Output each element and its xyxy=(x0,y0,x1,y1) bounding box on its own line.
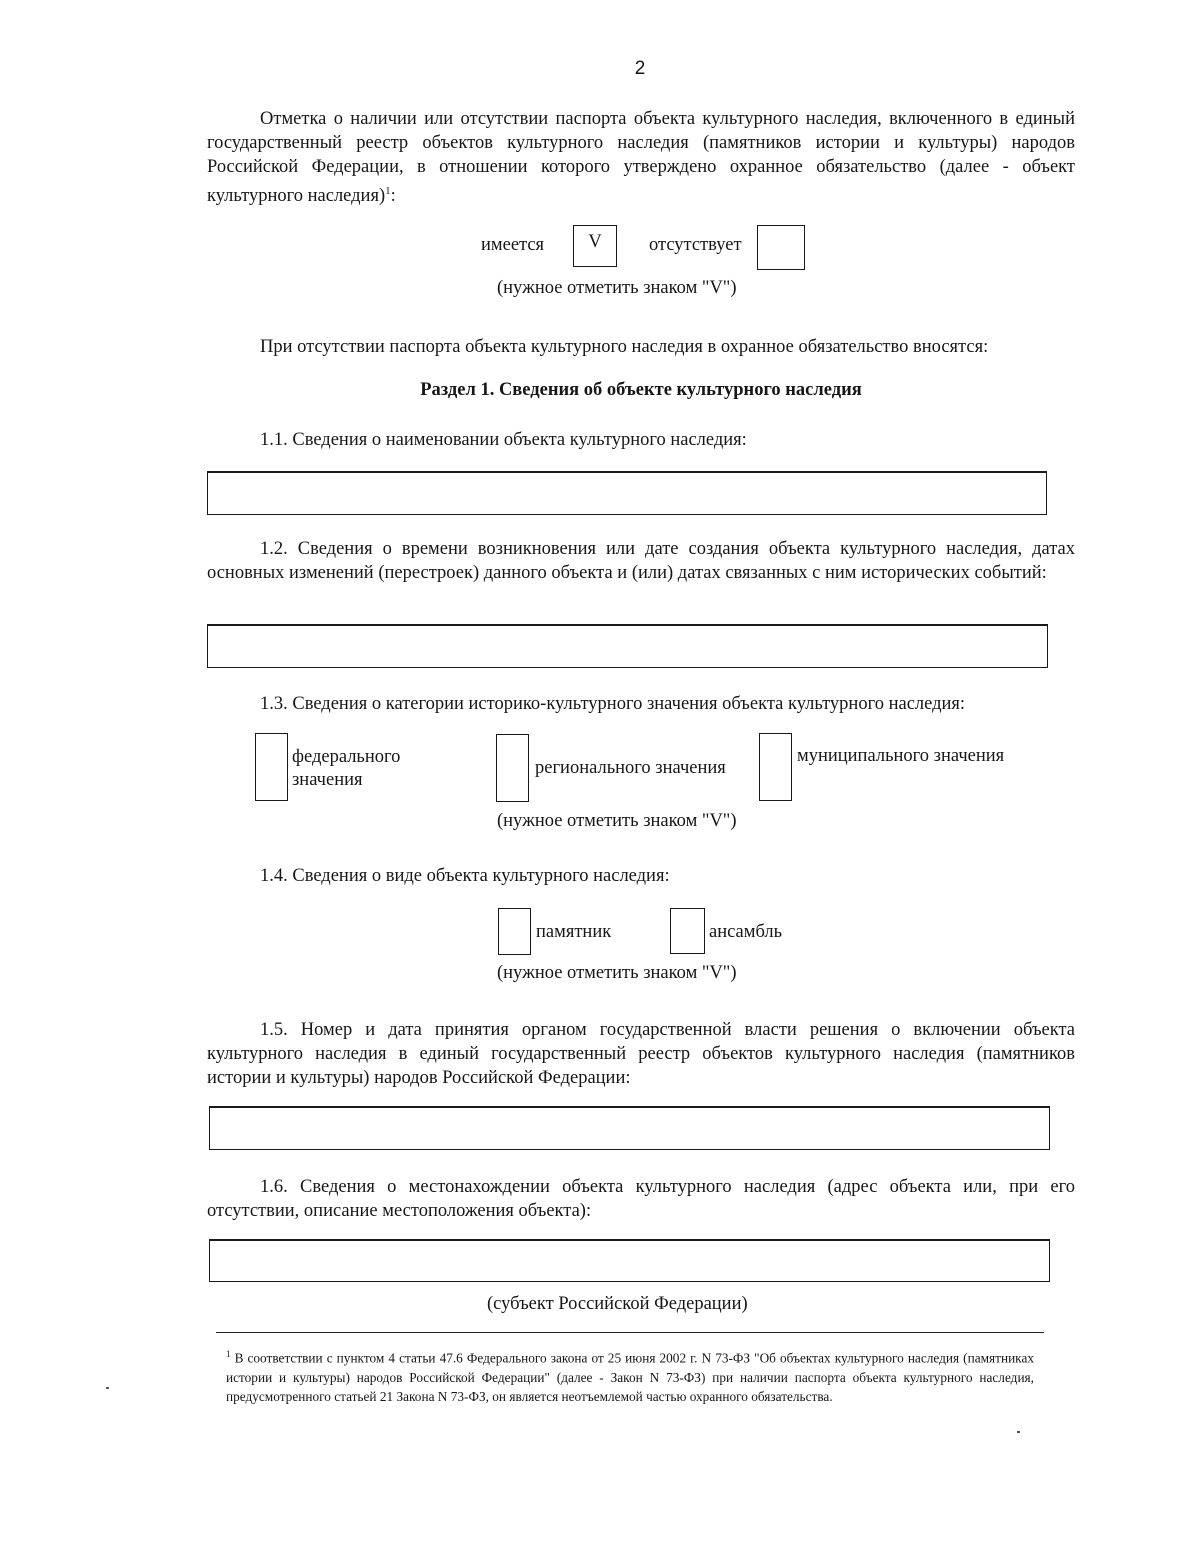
item-1-3-label: 1.3. Сведения о категории историко-культурного значения объекта культурного наследия: xyxy=(260,694,966,714)
item-1-6-field[interactable] xyxy=(209,1239,1050,1282)
footnote-text: В соответствии с пунктом 4 статьи 47.6 Федерального закона от 25 июня 2002 г. N 73-ФЗ "Об объектах культурного наследия (памятниках истории и культуры) народов Российской Федерации" (далее - Закон N 73-ФЗ) при наличии паспорта объекта культурного наследия, предусмотренного статьей 21 Закона N 73-ФЗ, он является неотъемлемой частью охранного обязательства. xyxy=(226,1350,1034,1405)
passport-text: Отметка о наличии или отсутствии паспорта объекта культурного наследия, включенного в единый государственный реестр объектов культурного наследия (памятников истории и культуры) народов Российской Федерации, в отношении которого утверждено охранное обязательство (далее - объект культурного наследия) xyxy=(207,109,1075,207)
option-no-label: отсутствует xyxy=(649,235,742,255)
category-regional-checkbox[interactable] xyxy=(496,734,529,802)
footnote-separator xyxy=(216,1332,1044,1333)
passport-paragraph xyxy=(207,107,1075,208)
item-1-1-field[interactable] xyxy=(207,471,1047,515)
absent-note: При отсутствии паспорта объекта культурного наследия в охранное обязательство вносятся: xyxy=(260,337,989,357)
item-1-1-label: 1.1. Сведения о наименовании объекта культурного наследия: xyxy=(260,430,747,450)
category-federal-checkbox[interactable] xyxy=(255,733,288,801)
footnote-number: 1 xyxy=(226,1349,231,1359)
kind-ensemble-checkbox[interactable] xyxy=(670,908,705,954)
footnote xyxy=(226,1345,1034,1407)
scan-speck xyxy=(106,1387,109,1389)
page-number: 2 xyxy=(634,58,646,79)
option-yes-mark: V xyxy=(588,232,602,252)
item-1-2-field[interactable] xyxy=(207,624,1048,668)
category-regional-label: регионального значения xyxy=(535,758,726,778)
option-yes-label: имеется xyxy=(481,235,545,255)
item-1-5-field[interactable] xyxy=(209,1106,1050,1150)
section-title: Раздел 1. Сведения об объекте культурного наследия xyxy=(420,380,862,400)
category-municipal-checkbox[interactable] xyxy=(759,733,792,801)
passport-hint: (нужное отметить знаком "V") xyxy=(497,278,737,298)
kind-monument-checkbox[interactable] xyxy=(498,908,531,955)
category-municipal-label: муниципального значения xyxy=(797,746,1005,766)
kind-ensemble-label: ансамбль xyxy=(709,922,783,942)
passport-colon: : xyxy=(390,186,396,207)
item-1-5-label: 1.5. Номер и дата принятия органом государственной власти решения о включении объекта культурного наследия в единый государственный реестр объектов культурного наследия (памятников истории и культуры) народов Российской Федерации: xyxy=(207,1020,1075,1088)
item-1-6-label: 1.6. Сведения о местонахождении объекта культурного наследия (адрес объекта или, при его отсутствии, описание местоположения объекта): xyxy=(207,1177,1075,1221)
item-1-6-caption: (субъект Российской Федерации) xyxy=(487,1294,748,1314)
kind-monument-label: памятник xyxy=(536,922,612,942)
item-1-4-hint: (нужное отметить знаком "V") xyxy=(497,963,737,983)
item-1-4-label: 1.4. Сведения о виде объекта культурного наследия: xyxy=(260,866,670,886)
option-no-checkbox[interactable] xyxy=(757,225,805,270)
category-federal-label: федерального значения xyxy=(292,747,401,790)
scan-speck xyxy=(1017,1431,1020,1433)
item-1-3-hint: (нужное отметить знаком "V") xyxy=(497,811,737,831)
option-yes-checkbox[interactable] xyxy=(573,225,617,267)
footnote-ref: 1 xyxy=(385,185,391,197)
item-1-2-label: 1.2. Сведения о времени возникновения или дате создания объекта культурного наследия, датах основных изменений (перестроек) данного объекта и (или) датах связанных с ним исторических событий: xyxy=(207,539,1075,583)
